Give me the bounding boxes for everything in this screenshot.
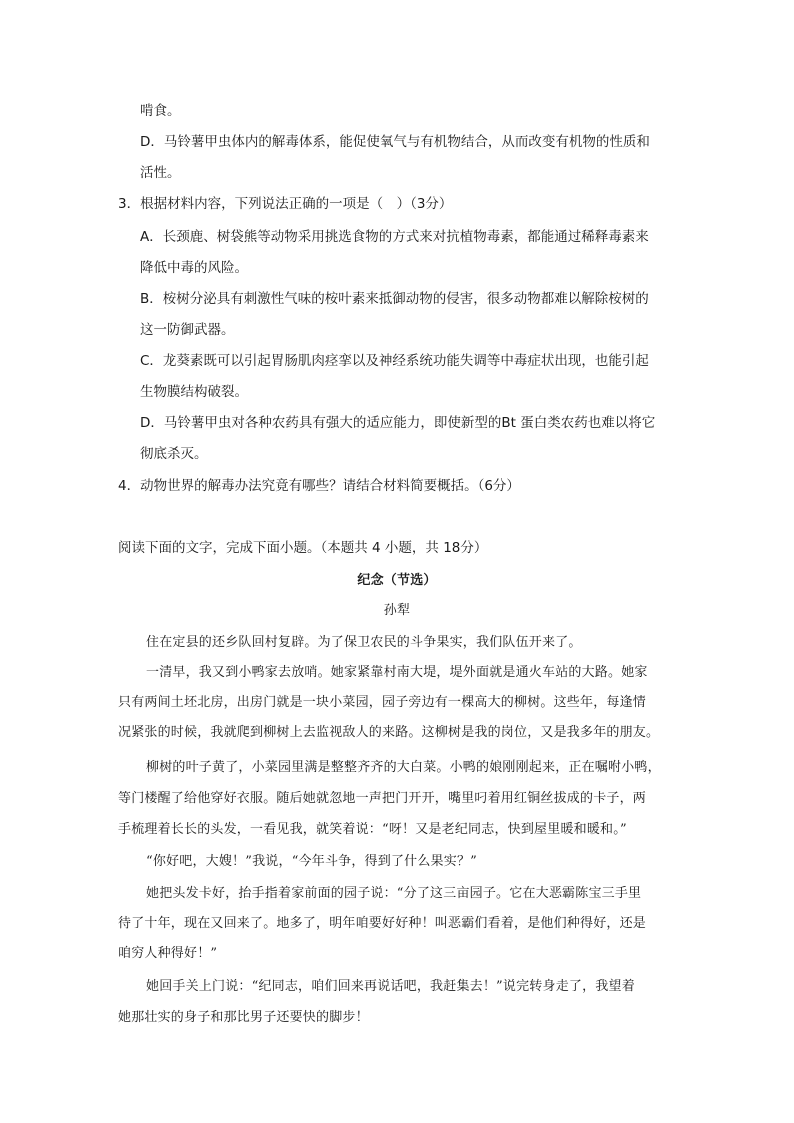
q3-option-b-line2: 这一防御武器。	[140, 322, 235, 338]
story-line: “你好吧，大嫂！”我说，“今年斗争，得到了什么果实？”	[146, 854, 477, 869]
story-line: 手梳理着长长的头发，一看见我，就笑着说：“呀！又是老纪同志，快到屋里暖和暖和。”	[118, 822, 627, 837]
q3-option-c-line1: C．龙葵素既可以引起胃肠肌肉痉挛以及神经系统功能失调等中毒症状出现，也能引起	[140, 353, 649, 369]
story-line: 她回手关上门说：“纪同志，咱们回来再说话吧，我赶集去！”说完转身走了，我望着	[146, 979, 635, 994]
story-line: 柳树的叶子黄了，小菜园里满是整整齐齐的大白菜。小鸭的娘刚刚起来，正在嘱咐小鸭，	[146, 760, 661, 775]
q4-stem: 4．动物世界的解毒办法究竟有哪些？请结合材料简要概括。（6分）	[118, 478, 520, 494]
q3-stem: 3．根据材料内容，下列说法正确的一项是（ ）（3分）	[118, 196, 453, 212]
story-line: 一清早，我又到小鸭家去放哨。她家紧靠村南大堤，堤外面就是通火车站的大路。她家	[146, 665, 648, 680]
q3-option-b-line1: B．桉树分泌具有刺激性气味的桉叶素来抵御动物的侵害，很多动物都难以解除桉树的	[140, 291, 649, 307]
q2-option-d-line1: D．马铃薯甲虫体内的解毒体系，能促使氧气与有机物结合，从而改变有机物的性质和	[140, 134, 650, 150]
story-line: 只有两间土坯北房，出房门就是一块小菜园，园子旁边有一棵高大的柳树。这些年，每逢情	[118, 695, 647, 710]
q2-option-d-line2: 活性。	[140, 165, 181, 181]
story-line: 况紧张的时候，我就爬到柳树上去监视敌人的来路。这柳树是我的岗位，又是我多年的朋友。	[118, 725, 660, 740]
q3-option-d-line1: D．马铃薯甲虫对各种农药具有强大的适应能力，即使新型的Bt 蛋白类农药也难以将它	[140, 415, 656, 431]
story-author: 孙犁	[383, 603, 411, 618]
story-line: 等门楼醒了给他穿好衣服。随后她就忽地一声把门开开，嘴里叼着用红铜丝拔成的卡子，两	[118, 791, 647, 806]
q3-option-a-line2: 降低中毒的风险。	[140, 260, 248, 276]
story-line: 待了十年，现在又回来了。地多了，明年咱要好好种！叫恶霸们看着，是他们种得好，还是	[118, 916, 647, 931]
q2-tail-text: 啃食。	[140, 103, 181, 119]
story-line: 她把头发卡好，抬手指着家前面的园子说：“分了这三亩园子。它在大恶霸陈宝三手里	[146, 886, 642, 901]
q3-option-a-line1: A．长颈鹿、树袋熊等动物采用挑选食物的方式来对抗植物毒素，都能通过稀释毒素来	[140, 229, 649, 245]
reading-instruction: 阅读下面的文字，完成下面小题。（本题共 4 小题，共 18分）	[118, 540, 488, 556]
q3-option-c-line2: 生物膜结构破裂。	[140, 384, 248, 400]
story-title: 纪念（节选）	[357, 573, 437, 588]
story-line: 她那壮实的身子和那比男子还要快的脚步！	[118, 1010, 369, 1025]
q3-option-d-line2: 彻底杀灭。	[140, 446, 208, 462]
story-line: 咱穷人种得好！”	[118, 946, 218, 961]
story-line: 住在定县的还乡队回村复辟。为了保卫农民的斗争果实，我们队伍开来了。	[146, 635, 582, 650]
